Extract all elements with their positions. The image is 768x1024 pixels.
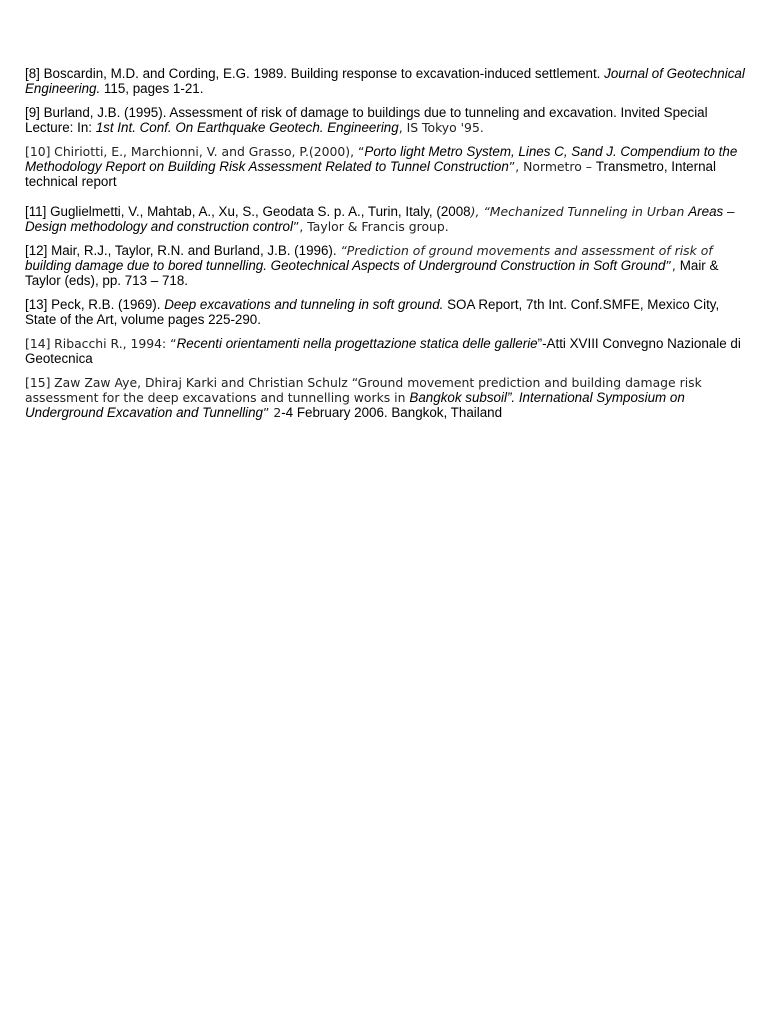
reference-authors-title: Burland, J.B. (1995). Assessment of risk of damage to buildings due to tunneling and excavation. Invited Special Lecture: In:	[25, 105, 708, 135]
reference-details: 115, pages 1-21.	[100, 81, 204, 96]
reference-title-start: ), “Mechanized Tunneling in Urban	[470, 204, 689, 219]
reference-number: [15]	[25, 375, 51, 390]
reference-authors: Chiriotti, E., Marchionni, V. and Grasso, P.(2000), “	[54, 144, 365, 159]
reference-quote-close: ” 2	[262, 405, 282, 420]
reference-conference: 1st Int. Conf. On Earthquake Geotech. Engineering	[95, 120, 399, 135]
reference-title: building damage due to bored tunnelling. Geotechnical Aspects of Underground Construction in Soft Ground	[25, 258, 666, 273]
reference-title-start: “Prediction of ground movements and assessment of risk of	[340, 243, 713, 258]
reference-details: SOA Report, 7th Int. Conf.SMFE, Mexico City, State of the Art, volume pages 225-290.	[25, 297, 720, 327]
reference-10	[25, 144, 745, 189]
reference-details: Mair & Taylor (eds), pp. 713 – 718.	[25, 258, 719, 288]
reference-details: ”-Atti XVIII Convegno Nazionale di Geotecnica	[25, 336, 741, 366]
reference-details: , IS Tokyo '95.	[398, 120, 484, 135]
reference-13	[25, 297, 745, 327]
reference-14	[25, 336, 745, 366]
reference-publisher: ”, Taylor & Francis group.	[292, 219, 449, 234]
reference-11	[25, 204, 745, 234]
reference-8	[25, 66, 745, 96]
reference-number: [11]	[25, 204, 47, 219]
reference-title: Areas – Design methodology and construction control	[25, 204, 735, 234]
reference-authors-title: Boscardin, M.D. and Cording, E.G. 1989. Building response to excavation-induced settlement.	[43, 66, 605, 81]
reference-symposium-title: Underground Excavation and Tunnelling	[25, 405, 263, 420]
reference-authors: Peck, R.B. (1969).	[51, 297, 165, 312]
reference-list	[25, 66, 745, 429]
reference-15	[25, 375, 745, 420]
reference-9	[25, 105, 745, 135]
reference-authors: Guglielmetti, V., Mahtab, A., Xu, S., Geodata S. p. A., Turin, Italy, (2008	[50, 204, 471, 219]
reference-symposium: ”. International Symposium on	[506, 390, 685, 405]
reference-number: [12]	[25, 243, 48, 258]
reference-authors-title: Zaw Zaw Aye, Dhiraj Karki and Christian Schulz “Ground movement prediction and building damage risk assessment for the deep excavations and tunnelling works in	[25, 375, 702, 405]
reference-title: Recenti orientamenti nella progettazione statica delle gallerie	[176, 336, 538, 351]
reference-12	[25, 243, 745, 288]
reference-title: Porto light Metro System, Lines C, Sand J. Compendium to the Methodology Report on Building Risk Assessment Related to Tunnel Construction	[25, 144, 738, 174]
reference-authors: Mair, R.J., Taylor, R.N. and Burland, J.B. (1996).	[51, 243, 341, 258]
reference-number: [13]	[25, 297, 48, 312]
reference-number: [8]	[25, 66, 40, 81]
reference-number: [14]	[25, 336, 51, 351]
reference-title: Deep excavations and tunneling in soft ground.	[164, 297, 444, 312]
reference-details: Transmetro, Internal technical report	[25, 159, 716, 189]
reference-publisher: ”, Normetro –	[508, 159, 596, 174]
reference-location: Bangkok subsoil	[409, 390, 507, 405]
reference-details: -4 February 2006. Bangkok, Thailand	[281, 405, 503, 420]
reference-number: [10]	[25, 144, 51, 159]
reference-number: [9]	[25, 105, 40, 120]
reference-quote-close: ”,	[665, 258, 680, 273]
reference-authors: Ribacchi R., 1994: “	[54, 336, 177, 351]
reference-journal: Journal of Geotechnical Engineering.	[25, 66, 745, 96]
